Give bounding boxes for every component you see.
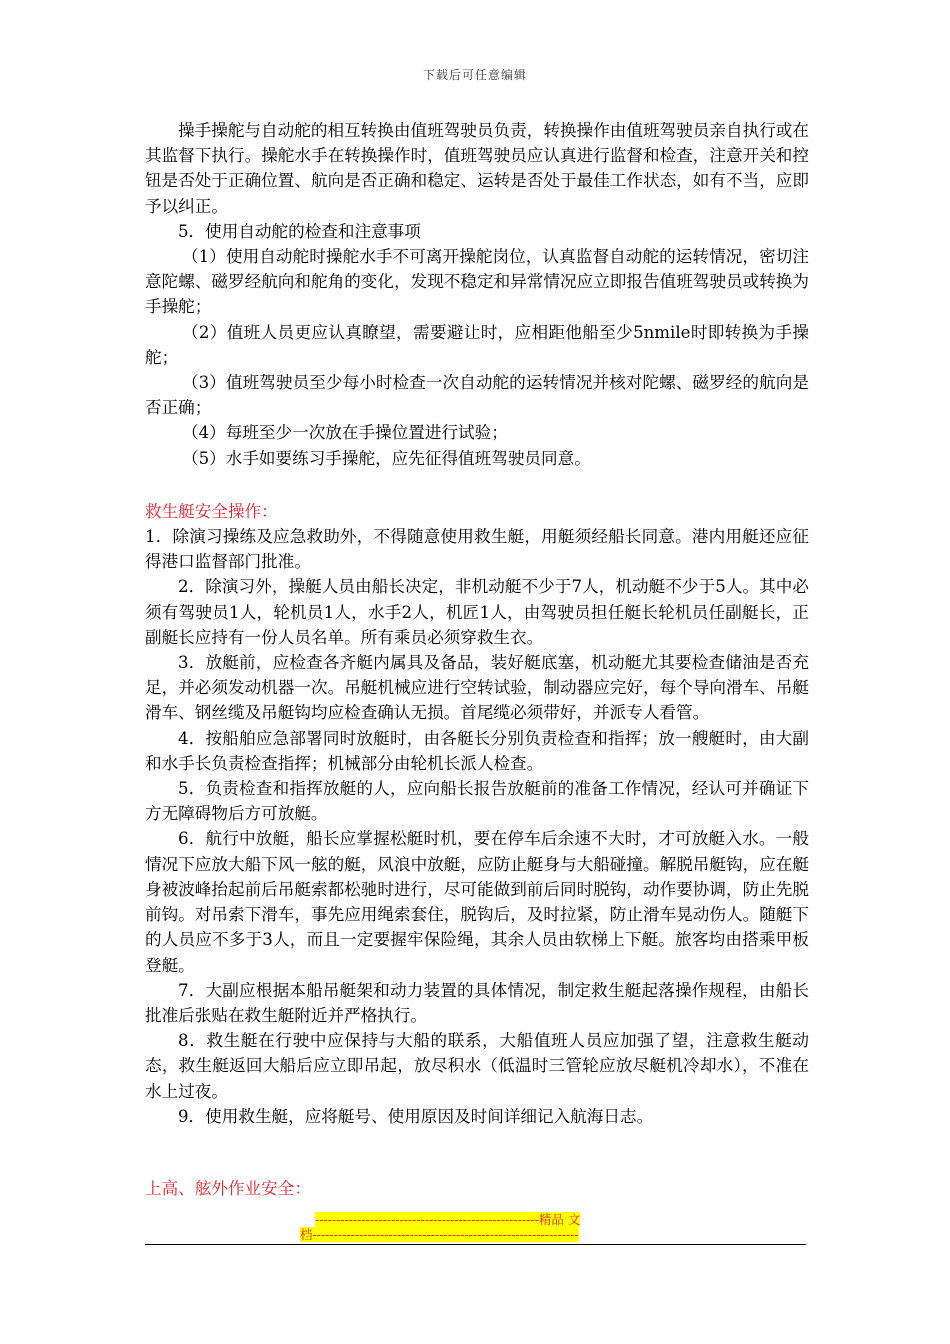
- list-item: 6．航行中放艇，船长应掌握松艇时机，要在停车后余速不大时，才可放艇入水。一般情况下应放大船下风一舷的艇，风浪中放艇，应防止艇身与大船碰撞。解脱吊艇钩，应在艇身被波峰抬起前后吊艇索都松驰时进行，尽可能做到前后同时脱钩，动作要协调，防止先脱前钩。对吊索下滑车，事先应用绳索套住，脱钩后，及时拉紧，防止滑车晃动伤人。随艇下的人员应不多于3人，而且一定要握牢保险绳，其余人员由软梯上下艇。旅客均由搭乘甲板登艇。: [145, 829, 809, 975]
- list-item: （3）值班驾驶员至少每小时检查一次自动舵的运转情况并核对陀螺、磁罗经的航向是否正确；: [145, 373, 809, 418]
- list-item: （5）水手如要练习手操舵，应先征得值班驾驶员同意。: [182, 448, 591, 468]
- section-title-high-work: 上高、舷外作业安全：: [145, 1178, 311, 1198]
- list-item: （2）值班人员更应认真瞭望，需要避让时，应相距他船至少5nmile时即转换为手操舵；: [145, 322, 809, 367]
- paragraph: 操手操舵与自动舵的相互转换由值班驾驶员负责，转换操作由值班驾驶员亲自执行或在其监督下执行。操舵水手在转换操作时，值班驾驶员应认真进行监督和检查，注意开关和控钮是否处于正确位置、航向是否正确和稳定、运转是否处于最佳工作状态，如有不当，应即予以纠正。: [145, 121, 809, 216]
- footer-watermark: [300, 1212, 650, 1242]
- subheading: 5．使用自动舵的检查和注意事项: [178, 221, 421, 241]
- list-item: （1）使用自动舵时操舵水手不可离开操舵岗位，认真监督自动舵的运转情况，密切注意陀螺、磁罗经航向和舵角的变化，发现不稳定和异常情况应立即报告值班驾驶员或转换为手操舵；: [145, 247, 809, 317]
- list-item: 9．使用救生艇，应将艇号、使用原因及时间详细记入航海日志。: [178, 1106, 654, 1126]
- footer-line-1: -----------------------------------------------------精品 文: [315, 1212, 581, 1227]
- list-item: 4．按船舶应急部署同时放艇时，由各艇长分别负责检查和指挥；放一艘艇时，由大副和水手长负责检查指挥；机械部分由轮机长派人检查。: [145, 728, 809, 773]
- list-item: 2．除演习外，操艇人员由船长决定，非机动艇不少于7人，机动艇不少于5人。其中必须有驾驶员1人，轮机员1人，水手2人，机匠1人，由驾驶员担任艇长轮机员任副艇长，正副艇长应持有一份人员名单。所有乘员必须穿救生衣。: [145, 577, 809, 647]
- footer-line-2: 档---------------------------------------------------------------: [300, 1227, 579, 1242]
- section-title-lifeboat: 救生艇安全操作：: [145, 501, 278, 521]
- list-item: 7．大副应根据本船吊艇架和动力装置的具体情况，制定救生艇起落操作规程，由船长批准后张贴在救生艇附近并严格执行。: [145, 980, 809, 1025]
- list-item: 1．除演习操练及应急救助外，不得随意使用救生艇，用艇须经船长同意。港内用艇还应征得港口监督部门批准。: [145, 527, 809, 572]
- footer-rule: [145, 1244, 806, 1245]
- list-item: （4）每班至少一次放在手操位置进行试验；: [182, 423, 508, 443]
- document-body: [145, 118, 809, 1201]
- list-item: 8．救生艇在行驶中应保持与大船的联系，大船值班人员应加强了望，注意救生艇动态，救生艇返回大船后应立即吊起，放尽积水（低温时三管轮应放尽艇机冷却水），不准在水上过夜。: [145, 1031, 809, 1101]
- page-header: 下载后可任意编辑: [422, 68, 527, 82]
- list-item: 3．放艇前，应检查各齐艇内属具及备品，装好艇底塞，机动艇尤其要检查储油是否充足，并必须发动机器一次。吊艇机械应进行空转试验，制动器应完好，每个导向滑车、吊艇滑车、钢丝缆及吊艇钩均应检查确认无损。首尾缆必须带好，并派专人看管。: [145, 653, 809, 723]
- list-item: 5．负责检查和指挥放艇的人，应向船长报告放艇前的准备工作情况，经认可并确证下方无障碍物后方可放艇。: [145, 779, 809, 824]
